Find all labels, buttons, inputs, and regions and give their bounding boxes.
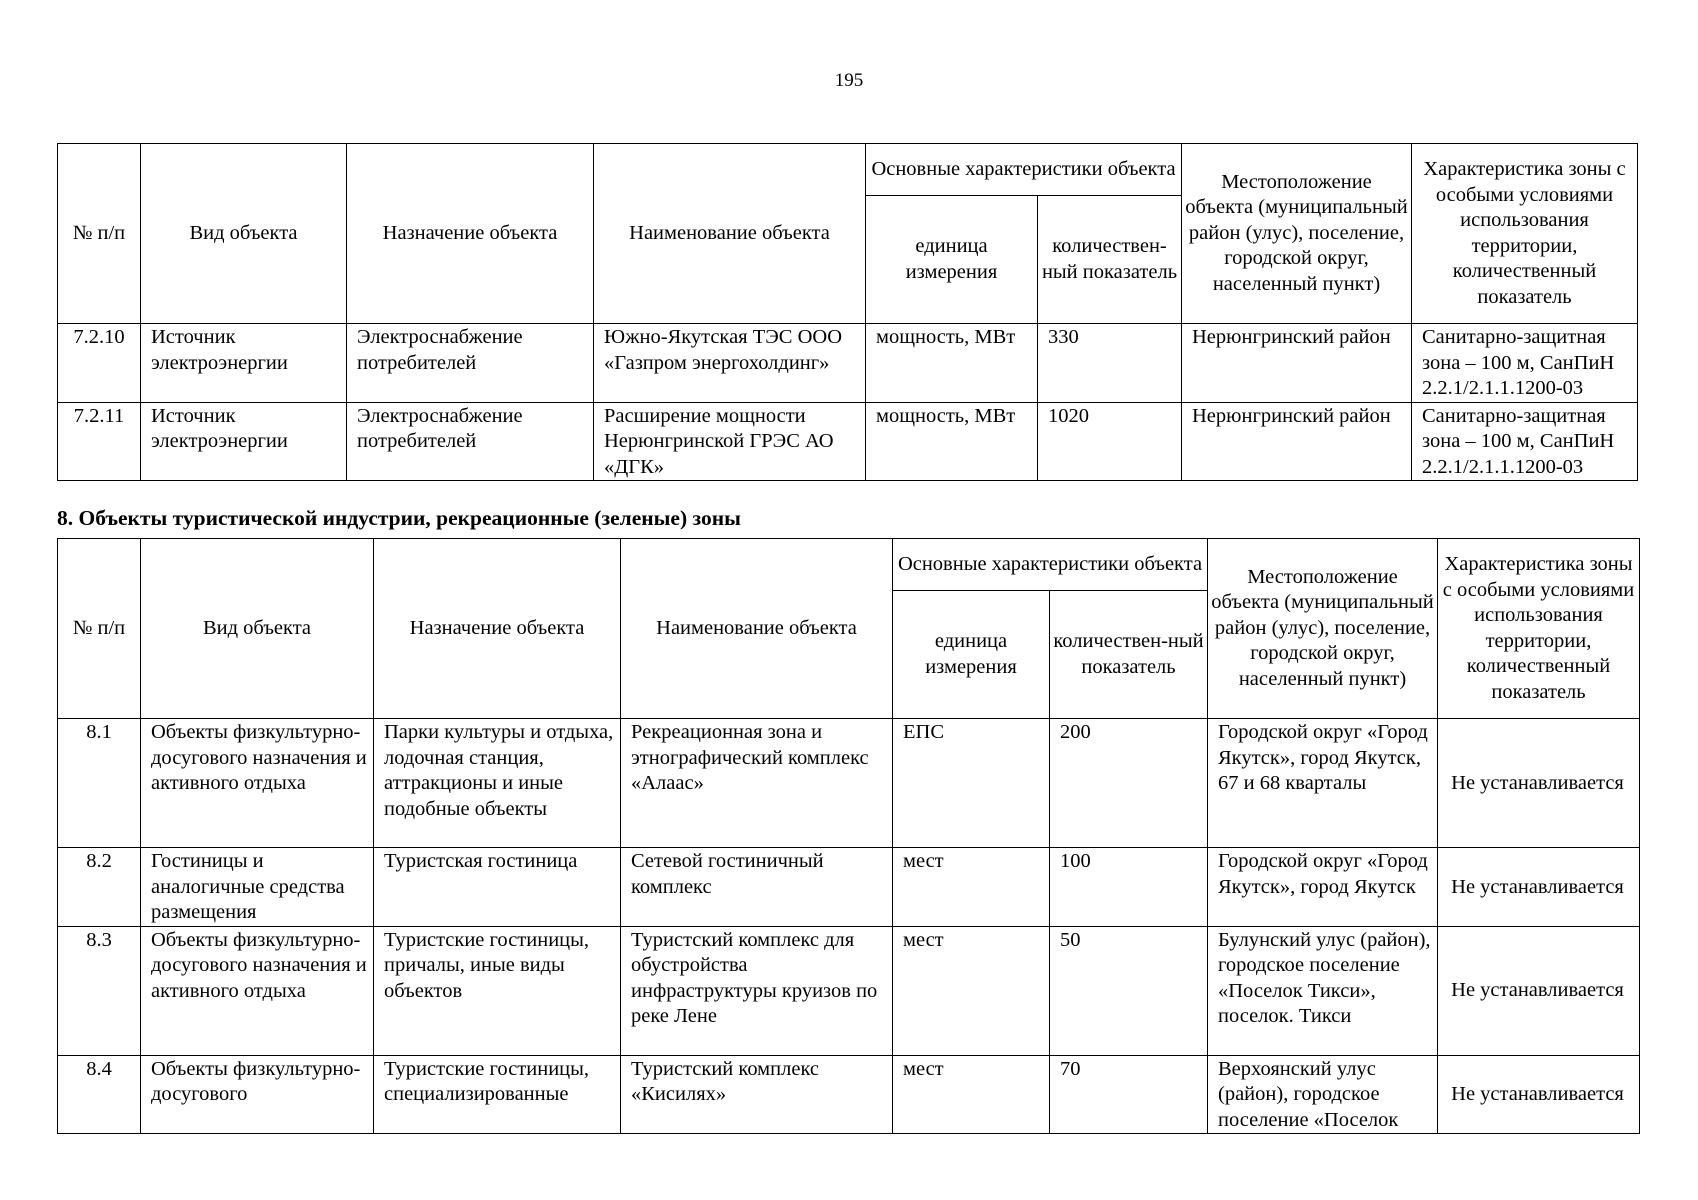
- cell-num: 8.4: [58, 1055, 141, 1134]
- cell-name: Туристский комплекс «Кисилях»: [621, 1055, 893, 1134]
- cell-unit: мест: [893, 926, 1050, 1055]
- header-name: Наименование объекта: [621, 539, 893, 719]
- cell-purpose: Парки культуры и отдыха, лодочная станция, аттракционы и иные подобные объекты: [374, 719, 621, 848]
- header-unit: единица измерения: [893, 591, 1050, 719]
- cell-name: Расширение мощности Нерюнгринской ГРЭС АО «ДГК»: [594, 402, 866, 481]
- cell-purpose: Туристские гостиницы, причалы, иные виды объектов: [374, 926, 621, 1055]
- cell-quantity: 70: [1050, 1055, 1208, 1134]
- cell-type: Источник электроэнергии: [141, 402, 347, 481]
- cell-location: Городской округ «Город Якутск», город Якутск: [1208, 848, 1438, 927]
- header-main-characteristics: Основные характеристики объекта: [866, 144, 1182, 196]
- cell-zone: Не устанавливается: [1438, 1055, 1640, 1134]
- cell-type: Гостиницы и аналогичные средства размещения: [141, 848, 374, 927]
- table-row: [58, 848, 1640, 927]
- table-row: [58, 324, 1638, 403]
- header-num: № п/п: [58, 539, 141, 719]
- table-tourism-objects: [57, 538, 1640, 1134]
- cell-purpose: Туристские гостиницы, специализированные: [374, 1055, 621, 1134]
- header-zone: Характеристика зоны с особыми условиями использования территории, количественный показатель: [1438, 539, 1640, 719]
- cell-name: Туристский комплекс для обустройства инфраструктуры круизов по реке Лене: [621, 926, 893, 1055]
- cell-unit: мест: [893, 848, 1050, 927]
- cell-zone: Не устанавливается: [1438, 848, 1640, 927]
- cell-unit: мощность, МВт: [866, 402, 1038, 481]
- table-row: [58, 1055, 1640, 1134]
- table-row: [58, 926, 1640, 1055]
- cell-quantity: 1020: [1038, 402, 1182, 481]
- cell-zone: Санитарно-защитная зона – 100 м, СанПиН 2.2.1/2.1.1.1200-03: [1412, 402, 1638, 481]
- cell-num: 8.2: [58, 848, 141, 927]
- cell-type: Объекты физкультурно-досугового: [141, 1055, 374, 1134]
- cell-location: Верхоянский улус (район), городское поселение «Поселок: [1208, 1055, 1438, 1134]
- page-number: 195: [834, 70, 864, 91]
- table-power-sources: [57, 143, 1638, 481]
- header-main-characteristics: Основные характеристики объекта: [893, 539, 1208, 591]
- cell-location: Городской округ «Город Якутск», город Якутск, 67 и 68 кварталы: [1208, 719, 1438, 848]
- cell-name: Сетевой гостиничный комплекс: [621, 848, 893, 927]
- cell-unit: мощность, МВт: [866, 324, 1038, 403]
- header-unit: единица измерения: [866, 196, 1038, 324]
- header-name: Наименование объекта: [594, 144, 866, 324]
- cell-type: Объекты физкультурно-досугового назначения и активного отдыха: [141, 926, 374, 1055]
- cell-quantity: 50: [1050, 926, 1208, 1055]
- header-num: № п/п: [58, 144, 141, 324]
- header-location: Местоположение объекта (муниципальный район (улус), поселение, городской округ, населенный пункт): [1208, 539, 1438, 719]
- cell-type: Объекты физкультурно-досугового назначения и активного отдыха: [141, 719, 374, 848]
- cell-quantity: 100: [1050, 848, 1208, 927]
- header-location: Местоположение объекта (муниципальный район (улус), поселение, городской округ, населенный пункт): [1182, 144, 1412, 324]
- cell-unit: ЕПС: [893, 719, 1050, 848]
- header-purpose: Назначение объекта: [347, 144, 594, 324]
- table-row: [58, 719, 1640, 848]
- cell-num: 7.2.10: [58, 324, 141, 403]
- header-zone: Характеристика зоны с особыми условиями использования территории, количественный показатель: [1412, 144, 1638, 324]
- header-purpose: Назначение объекта: [374, 539, 621, 719]
- header-type: Вид объекта: [141, 539, 374, 719]
- cell-zone: Не устанавливается: [1438, 926, 1640, 1055]
- cell-unit: мест: [893, 1055, 1050, 1134]
- cell-zone: Не устанавливается: [1438, 719, 1640, 848]
- cell-purpose: Туристская гостиница: [374, 848, 621, 927]
- table-row: [58, 402, 1638, 481]
- cell-location: Нерюнгринский район: [1182, 324, 1412, 403]
- header-quantity: количествен-ный показатель: [1038, 196, 1182, 324]
- header-quantity: количествен-ный показатель: [1050, 591, 1208, 719]
- cell-quantity: 330: [1038, 324, 1182, 403]
- cell-type: Источник электроэнергии: [141, 324, 347, 403]
- cell-num: 8.3: [58, 926, 141, 1055]
- cell-zone: Санитарно-защитная зона – 100 м, СанПиН 2.2.1/2.1.1.1200-03: [1412, 324, 1638, 403]
- cell-location: Нерюнгринский район: [1182, 402, 1412, 481]
- section-title: 8. Объекты туристической индустрии, рекреационные (зеленые) зоны: [57, 506, 741, 530]
- cell-name: Рекреационная зона и этнографический комплекс «Алаас»: [621, 719, 893, 848]
- header-type: Вид объекта: [141, 144, 347, 324]
- cell-num: 8.1: [58, 719, 141, 848]
- cell-purpose: Электроснабжение потребителей: [347, 402, 594, 481]
- cell-location: Булунский улус (район), городское поселение «Поселок Тикси», поселок. Тикси: [1208, 926, 1438, 1055]
- cell-num: 7.2.11: [58, 402, 141, 481]
- cell-quantity: 200: [1050, 719, 1208, 848]
- cell-purpose: Электроснабжение потребителей: [347, 324, 594, 403]
- cell-name: Южно-Якутская ТЭС ООО «Газпром энергохолдинг»: [594, 324, 866, 403]
